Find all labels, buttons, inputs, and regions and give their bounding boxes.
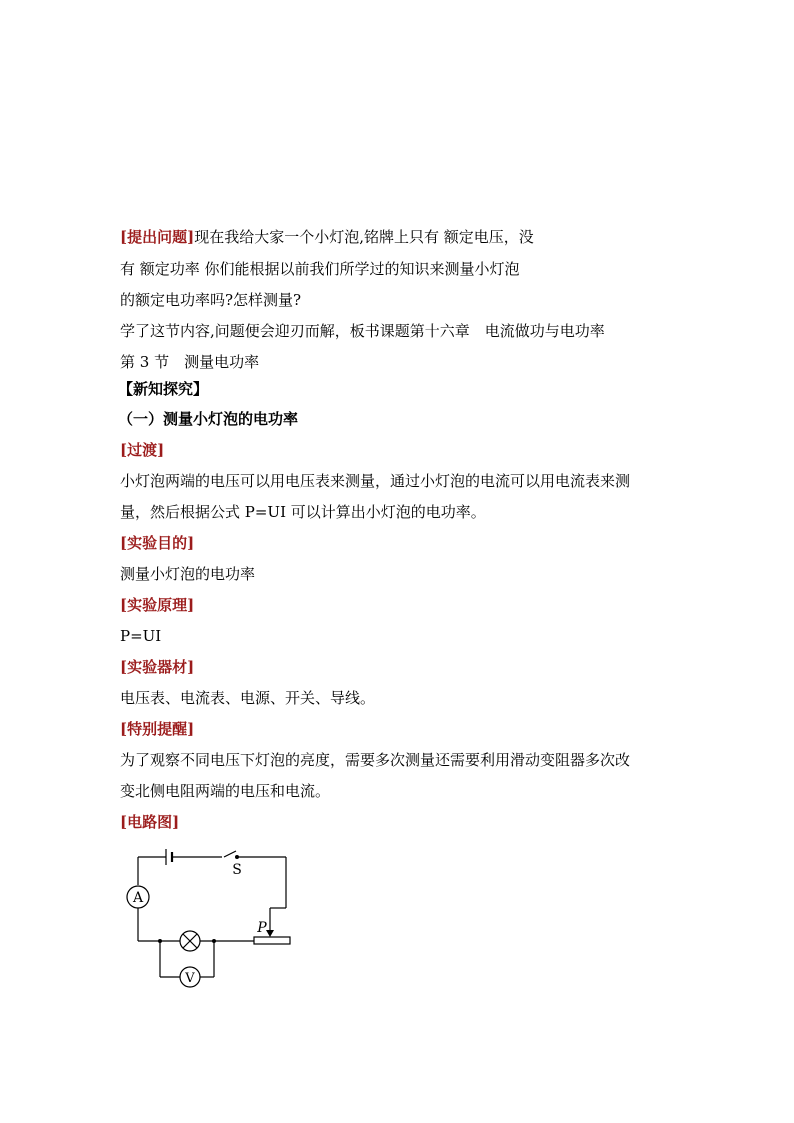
- question-tag: [提出问题]: [120, 228, 195, 246]
- voltmeter-label: V: [185, 971, 195, 986]
- switch-contact: [235, 855, 239, 859]
- rheostat: [254, 937, 290, 944]
- purpose-tag: [实验目的]: [120, 534, 195, 552]
- intro-line-4: 学了这节内容,问题便会迎刃而解，板书课题第十六章 电流做功与电功率: [120, 322, 605, 340]
- lesson-title: 第 3 节 测量电功率: [120, 353, 260, 371]
- circuit-diagram: [118, 840, 308, 1000]
- transition-tag: [过渡]: [120, 441, 165, 459]
- new-knowledge-subheading: （一）测量小灯泡的电功率: [118, 410, 299, 428]
- intro-text-1: 现在我给大家一个小灯泡,铭牌上只有 额定电压，没: [194, 228, 534, 246]
- junction-left: [158, 939, 162, 943]
- principle-tag: [实验原理]: [120, 596, 195, 614]
- ammeter-label: A: [132, 890, 144, 906]
- reminder-line-1: 为了观察不同电压下灯泡的亮度，需要多次测量还需要利用滑动变阻器多次改: [120, 751, 631, 769]
- slider-arrowhead: [266, 930, 274, 937]
- equipment-text: 电压表、电流表、电源、开关、导线。: [120, 689, 376, 707]
- transition-line-1: 小灯泡两端的电压可以用电压表来测量，通过小灯泡的电流可以用电流表来测: [120, 472, 631, 490]
- junction-right: [212, 939, 216, 943]
- switch-blade: [224, 851, 236, 857]
- reminder-line-2: 变北侧电阻两端的电压和电流。: [120, 782, 331, 800]
- intro-line-1: [120, 227, 534, 247]
- circuit-tag: [电路图]: [120, 813, 180, 831]
- switch-label: S: [232, 862, 242, 878]
- intro-line-3: 的额定电功率吗?怎样测量?: [120, 291, 302, 309]
- intro-line-2: 有 额定功率 你们能根据以前我们所学过的知识来测量小灯泡: [120, 260, 520, 278]
- transition-line-2: 量，然后根据公式 P=UI 可以计算出小灯泡的电功率。: [120, 503, 486, 521]
- equipment-tag: [实验器材]: [120, 658, 195, 676]
- new-knowledge-heading: 【新知探究】: [118, 380, 209, 398]
- reminder-tag: [特别提醒]: [120, 720, 195, 738]
- slider-label: P: [257, 920, 267, 936]
- principle-text: P=UI: [120, 627, 162, 645]
- purpose-text: 测量小灯泡的电功率: [120, 565, 256, 583]
